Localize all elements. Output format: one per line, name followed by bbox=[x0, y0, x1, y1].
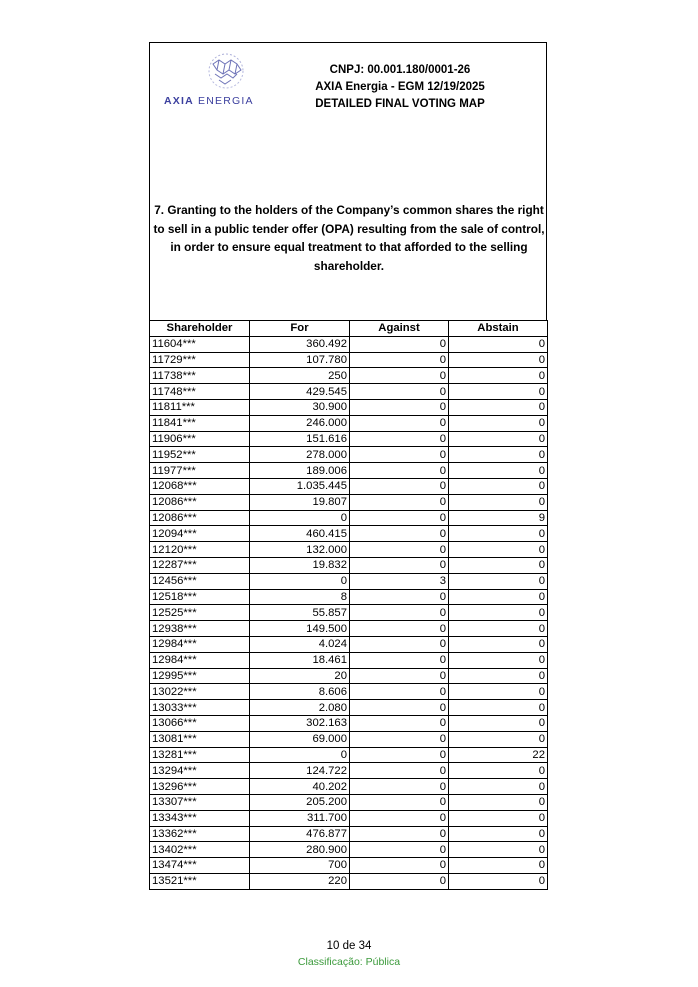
table-row bbox=[150, 873, 548, 889]
for-cell: 280.900 bbox=[250, 842, 350, 858]
globe-logo-icon bbox=[205, 52, 247, 92]
table-row bbox=[150, 826, 548, 842]
abstain-cell: 9 bbox=[449, 510, 548, 526]
table-row bbox=[150, 684, 548, 700]
table-row bbox=[150, 336, 548, 352]
table-row bbox=[150, 557, 548, 573]
for-cell: 8 bbox=[250, 589, 350, 605]
document-title: DETAILED FINAL VOTING MAP bbox=[315, 98, 485, 110]
table-row bbox=[150, 384, 548, 400]
for-cell: 69.000 bbox=[250, 731, 350, 747]
for-cell: 429.545 bbox=[250, 384, 350, 400]
abstain-cell: 0 bbox=[449, 873, 548, 889]
against-cell: 0 bbox=[350, 589, 449, 605]
shareholder-cell: 11729*** bbox=[150, 352, 250, 368]
company-logo bbox=[160, 50, 260, 110]
for-cell: 107.780 bbox=[250, 352, 350, 368]
table-row bbox=[150, 542, 548, 558]
table-row bbox=[150, 636, 548, 652]
shareholder-cell: 12086*** bbox=[150, 494, 250, 510]
abstain-cell: 0 bbox=[449, 621, 548, 637]
table-row bbox=[150, 652, 548, 668]
shareholder-cell: 13033*** bbox=[150, 700, 250, 716]
for-cell: 151.616 bbox=[250, 431, 350, 447]
against-cell: 0 bbox=[350, 715, 449, 731]
table-row bbox=[150, 700, 548, 716]
table-row bbox=[150, 368, 548, 384]
abstain-cell: 0 bbox=[449, 842, 548, 858]
shareholder-cell: 13281*** bbox=[150, 747, 250, 763]
for-cell: 19.807 bbox=[250, 494, 350, 510]
against-cell: 0 bbox=[350, 463, 449, 479]
abstain-cell: 0 bbox=[449, 668, 548, 684]
table-row bbox=[150, 763, 548, 779]
abstain-cell: 0 bbox=[449, 684, 548, 700]
table-row bbox=[150, 463, 548, 479]
classification-label: Classificação: Pública bbox=[297, 956, 401, 968]
shareholder-cell: 12525*** bbox=[150, 605, 250, 621]
shareholder-cell: 13343*** bbox=[150, 810, 250, 826]
for-cell: 124.722 bbox=[250, 763, 350, 779]
abstain-cell: 0 bbox=[449, 368, 548, 384]
table-row bbox=[150, 794, 548, 810]
for-cell: 476.877 bbox=[250, 826, 350, 842]
shareholder-cell: 13081*** bbox=[150, 731, 250, 747]
table-row bbox=[150, 668, 548, 684]
table-row bbox=[150, 589, 548, 605]
table-row bbox=[150, 573, 548, 589]
table-row bbox=[150, 621, 548, 637]
against-cell: 0 bbox=[350, 447, 449, 463]
abstain-cell: 22 bbox=[449, 747, 548, 763]
shareholder-cell: 11604*** bbox=[150, 336, 250, 352]
against-cell: 0 bbox=[350, 747, 449, 763]
agenda-item-text: 7. Granting to the holders of the Company’s common shares the right to sell in a public tender offer (OPA) resulting from the sale of control, in order to ensure equal treatment to that afforded to the selling shareholder. bbox=[153, 203, 545, 273]
against-cell: 0 bbox=[350, 873, 449, 889]
against-cell: 0 bbox=[350, 415, 449, 431]
cnpj: CNPJ: 00.001.180/0001-26 bbox=[329, 64, 471, 76]
column-header-against: Against bbox=[350, 321, 449, 337]
against-cell: 0 bbox=[350, 431, 449, 447]
table-row bbox=[150, 731, 548, 747]
column-header-for: For bbox=[250, 321, 350, 337]
against-cell: 0 bbox=[350, 652, 449, 668]
against-cell: 0 bbox=[350, 842, 449, 858]
shareholder-cell: 13474*** bbox=[150, 858, 250, 874]
against-cell: 0 bbox=[350, 494, 449, 510]
table-row bbox=[150, 510, 548, 526]
shareholder-cell: 12995*** bbox=[150, 668, 250, 684]
shareholder-cell: 11748*** bbox=[150, 384, 250, 400]
for-cell: 40.202 bbox=[250, 779, 350, 795]
shareholder-cell: 12068*** bbox=[150, 478, 250, 494]
shareholder-cell: 12287*** bbox=[150, 557, 250, 573]
for-cell: 30.900 bbox=[250, 399, 350, 415]
abstain-cell: 0 bbox=[449, 447, 548, 463]
column-header-shareholder: Shareholder bbox=[150, 321, 250, 337]
for-cell: 1.035.445 bbox=[250, 478, 350, 494]
for-cell: 189.006 bbox=[250, 463, 350, 479]
abstain-cell: 0 bbox=[449, 384, 548, 400]
against-cell: 0 bbox=[350, 668, 449, 684]
table-body bbox=[150, 336, 548, 889]
for-cell: 19.832 bbox=[250, 557, 350, 573]
shareholder-cell: 13521*** bbox=[150, 873, 250, 889]
abstain-cell: 0 bbox=[449, 431, 548, 447]
against-cell: 0 bbox=[350, 636, 449, 652]
shareholder-cell: 11977*** bbox=[150, 463, 250, 479]
logo-text-bold: AXIA bbox=[164, 95, 194, 107]
abstain-cell: 0 bbox=[449, 494, 548, 510]
for-cell: 8.606 bbox=[250, 684, 350, 700]
against-cell: 0 bbox=[350, 557, 449, 573]
abstain-cell: 0 bbox=[449, 826, 548, 842]
shareholder-cell: 11841*** bbox=[150, 415, 250, 431]
against-cell: 0 bbox=[350, 368, 449, 384]
shareholder-cell: 12086*** bbox=[150, 510, 250, 526]
abstain-cell: 0 bbox=[449, 415, 548, 431]
for-cell: 20 bbox=[250, 668, 350, 684]
abstain-cell: 0 bbox=[449, 810, 548, 826]
for-cell: 0 bbox=[250, 573, 350, 589]
against-cell: 0 bbox=[350, 336, 449, 352]
for-cell: 302.163 bbox=[250, 715, 350, 731]
shareholder-cell: 12456*** bbox=[150, 573, 250, 589]
shareholder-cell: 12938*** bbox=[150, 621, 250, 637]
for-cell: 4.024 bbox=[250, 636, 350, 652]
against-cell: 0 bbox=[350, 478, 449, 494]
abstain-cell: 0 bbox=[449, 463, 548, 479]
against-cell: 0 bbox=[350, 731, 449, 747]
voting-table bbox=[149, 320, 548, 890]
for-cell: 0 bbox=[250, 510, 350, 526]
table-row bbox=[150, 352, 548, 368]
table-row bbox=[150, 842, 548, 858]
for-cell: 0 bbox=[250, 747, 350, 763]
for-cell: 460.415 bbox=[250, 526, 350, 542]
abstain-cell: 0 bbox=[449, 731, 548, 747]
against-cell: 0 bbox=[350, 399, 449, 415]
table-row bbox=[150, 810, 548, 826]
against-cell: 0 bbox=[350, 779, 449, 795]
abstain-cell: 0 bbox=[449, 794, 548, 810]
for-cell: 205.200 bbox=[250, 794, 350, 810]
table-row bbox=[150, 431, 548, 447]
for-cell: 360.492 bbox=[250, 336, 350, 352]
table-row bbox=[150, 415, 548, 431]
column-header-abstain: Abstain bbox=[449, 321, 548, 337]
against-cell: 0 bbox=[350, 621, 449, 637]
table-row bbox=[150, 858, 548, 874]
against-cell: 0 bbox=[350, 510, 449, 526]
shareholder-cell: 13296*** bbox=[150, 779, 250, 795]
abstain-cell: 0 bbox=[449, 336, 548, 352]
against-cell: 3 bbox=[350, 573, 449, 589]
shareholder-cell: 13066*** bbox=[150, 715, 250, 731]
table-row bbox=[150, 715, 548, 731]
abstain-cell: 0 bbox=[449, 715, 548, 731]
abstain-cell: 0 bbox=[449, 700, 548, 716]
table-row bbox=[150, 447, 548, 463]
abstain-cell: 0 bbox=[449, 858, 548, 874]
against-cell: 0 bbox=[350, 763, 449, 779]
table-row bbox=[150, 747, 548, 763]
against-cell: 0 bbox=[350, 605, 449, 621]
abstain-cell: 0 bbox=[449, 589, 548, 605]
table-row bbox=[150, 526, 548, 542]
against-cell: 0 bbox=[350, 384, 449, 400]
against-cell: 0 bbox=[350, 700, 449, 716]
against-cell: 0 bbox=[350, 542, 449, 558]
shareholder-cell: 11811*** bbox=[150, 399, 250, 415]
table-row bbox=[150, 494, 548, 510]
for-cell: 246.000 bbox=[250, 415, 350, 431]
against-cell: 0 bbox=[350, 858, 449, 874]
for-cell: 278.000 bbox=[250, 447, 350, 463]
against-cell: 0 bbox=[350, 526, 449, 542]
shareholder-cell: 11738*** bbox=[150, 368, 250, 384]
for-cell: 700 bbox=[250, 858, 350, 874]
for-cell: 55.857 bbox=[250, 605, 350, 621]
table-row bbox=[150, 399, 548, 415]
shareholder-cell: 13307*** bbox=[150, 794, 250, 810]
abstain-cell: 0 bbox=[449, 573, 548, 589]
for-cell: 132.000 bbox=[250, 542, 350, 558]
against-cell: 0 bbox=[350, 684, 449, 700]
meeting-info: AXIA Energia - EGM 12/19/2025 bbox=[315, 81, 485, 93]
document-header bbox=[290, 62, 510, 113]
for-cell: 18.461 bbox=[250, 652, 350, 668]
shareholder-cell: 12120*** bbox=[150, 542, 250, 558]
logo-wordmark bbox=[164, 95, 254, 107]
shareholder-cell: 12518*** bbox=[150, 589, 250, 605]
abstain-cell: 0 bbox=[449, 636, 548, 652]
against-cell: 0 bbox=[350, 810, 449, 826]
table-row bbox=[150, 478, 548, 494]
shareholder-cell: 13022*** bbox=[150, 684, 250, 700]
shareholder-cell: 12094*** bbox=[150, 526, 250, 542]
table-header-row bbox=[150, 321, 548, 337]
abstain-cell: 0 bbox=[449, 605, 548, 621]
abstain-cell: 0 bbox=[449, 352, 548, 368]
abstain-cell: 0 bbox=[449, 763, 548, 779]
against-cell: 0 bbox=[350, 794, 449, 810]
table-row bbox=[150, 779, 548, 795]
page-number: 10 de 34 bbox=[326, 940, 372, 952]
against-cell: 0 bbox=[350, 826, 449, 842]
abstain-cell: 0 bbox=[449, 478, 548, 494]
against-cell: 0 bbox=[350, 352, 449, 368]
shareholder-cell: 12984*** bbox=[150, 636, 250, 652]
abstain-cell: 0 bbox=[449, 399, 548, 415]
logo-text-rest: ENERGIA bbox=[193, 95, 254, 107]
abstain-cell: 0 bbox=[449, 557, 548, 573]
shareholder-cell: 13362*** bbox=[150, 826, 250, 842]
shareholder-cell: 12984*** bbox=[150, 652, 250, 668]
for-cell: 149.500 bbox=[250, 621, 350, 637]
for-cell: 250 bbox=[250, 368, 350, 384]
abstain-cell: 0 bbox=[449, 526, 548, 542]
shareholder-cell: 11952*** bbox=[150, 447, 250, 463]
shareholder-cell: 13294*** bbox=[150, 763, 250, 779]
for-cell: 311.700 bbox=[250, 810, 350, 826]
shareholder-cell: 11906*** bbox=[150, 431, 250, 447]
table-row bbox=[150, 605, 548, 621]
abstain-cell: 0 bbox=[449, 779, 548, 795]
for-cell: 220 bbox=[250, 873, 350, 889]
shareholder-cell: 13402*** bbox=[150, 842, 250, 858]
abstain-cell: 0 bbox=[449, 652, 548, 668]
for-cell: 2.080 bbox=[250, 700, 350, 716]
abstain-cell: 0 bbox=[449, 542, 548, 558]
